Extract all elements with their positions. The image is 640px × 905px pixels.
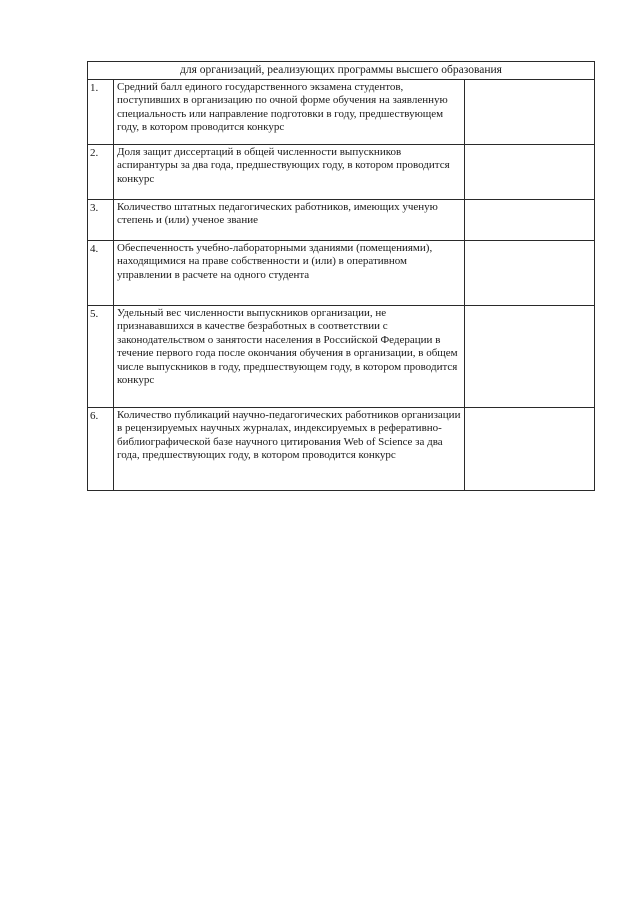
criterion-text: Количество штатных педагогических работников, имеющих ученую степень и (или) ученое звание (114, 200, 465, 241)
criterion-value-cell (465, 145, 595, 200)
criterion-text: Удельный вес численности выпускников организации, не признававшихся в качестве безработных в соответствии с законодательством о занятости населения в Российской Федерации в течение первого года после окончания обучения в организации, в общем числе выпускников в году, предшествующем году, в котором проводится конкурс (114, 306, 465, 408)
table-row (88, 200, 595, 241)
criterion-value-cell (465, 306, 595, 408)
criterion-text: Доля защит диссертаций в общей численности выпускников аспирантуры за два года, предшествующих году, в котором проводится конкурс (114, 145, 465, 200)
criterion-value-cell (465, 80, 595, 145)
row-number: 1. (88, 80, 114, 145)
criterion-text: Обеспеченность учебно-лабораторными зданиями (помещениями), находящимися на праве собственности и (или) в оперативном управлении в расчете на одного студента (114, 241, 465, 306)
table-row (88, 241, 595, 306)
criterion-text: Количество публикаций научно-педагогических работников организации в рецензируемых научных журналах, индексируемых в реферативно-библиографической базе научного цитирования Web of Science за два года, предшествующих году, в котором проводится конкурс (114, 408, 465, 491)
criterion-text: Средний балл единого государственного экзамена студентов, поступивших в организацию по очной форме обучения на заявленную специальность или направление подготовки в году, предшествующем году, в котором проводится конкурс (114, 80, 465, 145)
table-row (88, 145, 595, 200)
row-number: 4. (88, 241, 114, 306)
criteria-table (87, 61, 595, 491)
table-row (88, 408, 595, 491)
table-row (88, 80, 595, 145)
row-number: 6. (88, 408, 114, 491)
row-number: 2. (88, 145, 114, 200)
criterion-value-cell (465, 241, 595, 306)
table-header-row (88, 62, 595, 80)
row-number: 5. (88, 306, 114, 408)
row-number: 3. (88, 200, 114, 241)
table-row (88, 306, 595, 408)
criterion-value-cell (465, 200, 595, 241)
criterion-value-cell (465, 408, 595, 491)
table-section-heading: для организаций, реализующих программы высшего образования (88, 62, 595, 80)
